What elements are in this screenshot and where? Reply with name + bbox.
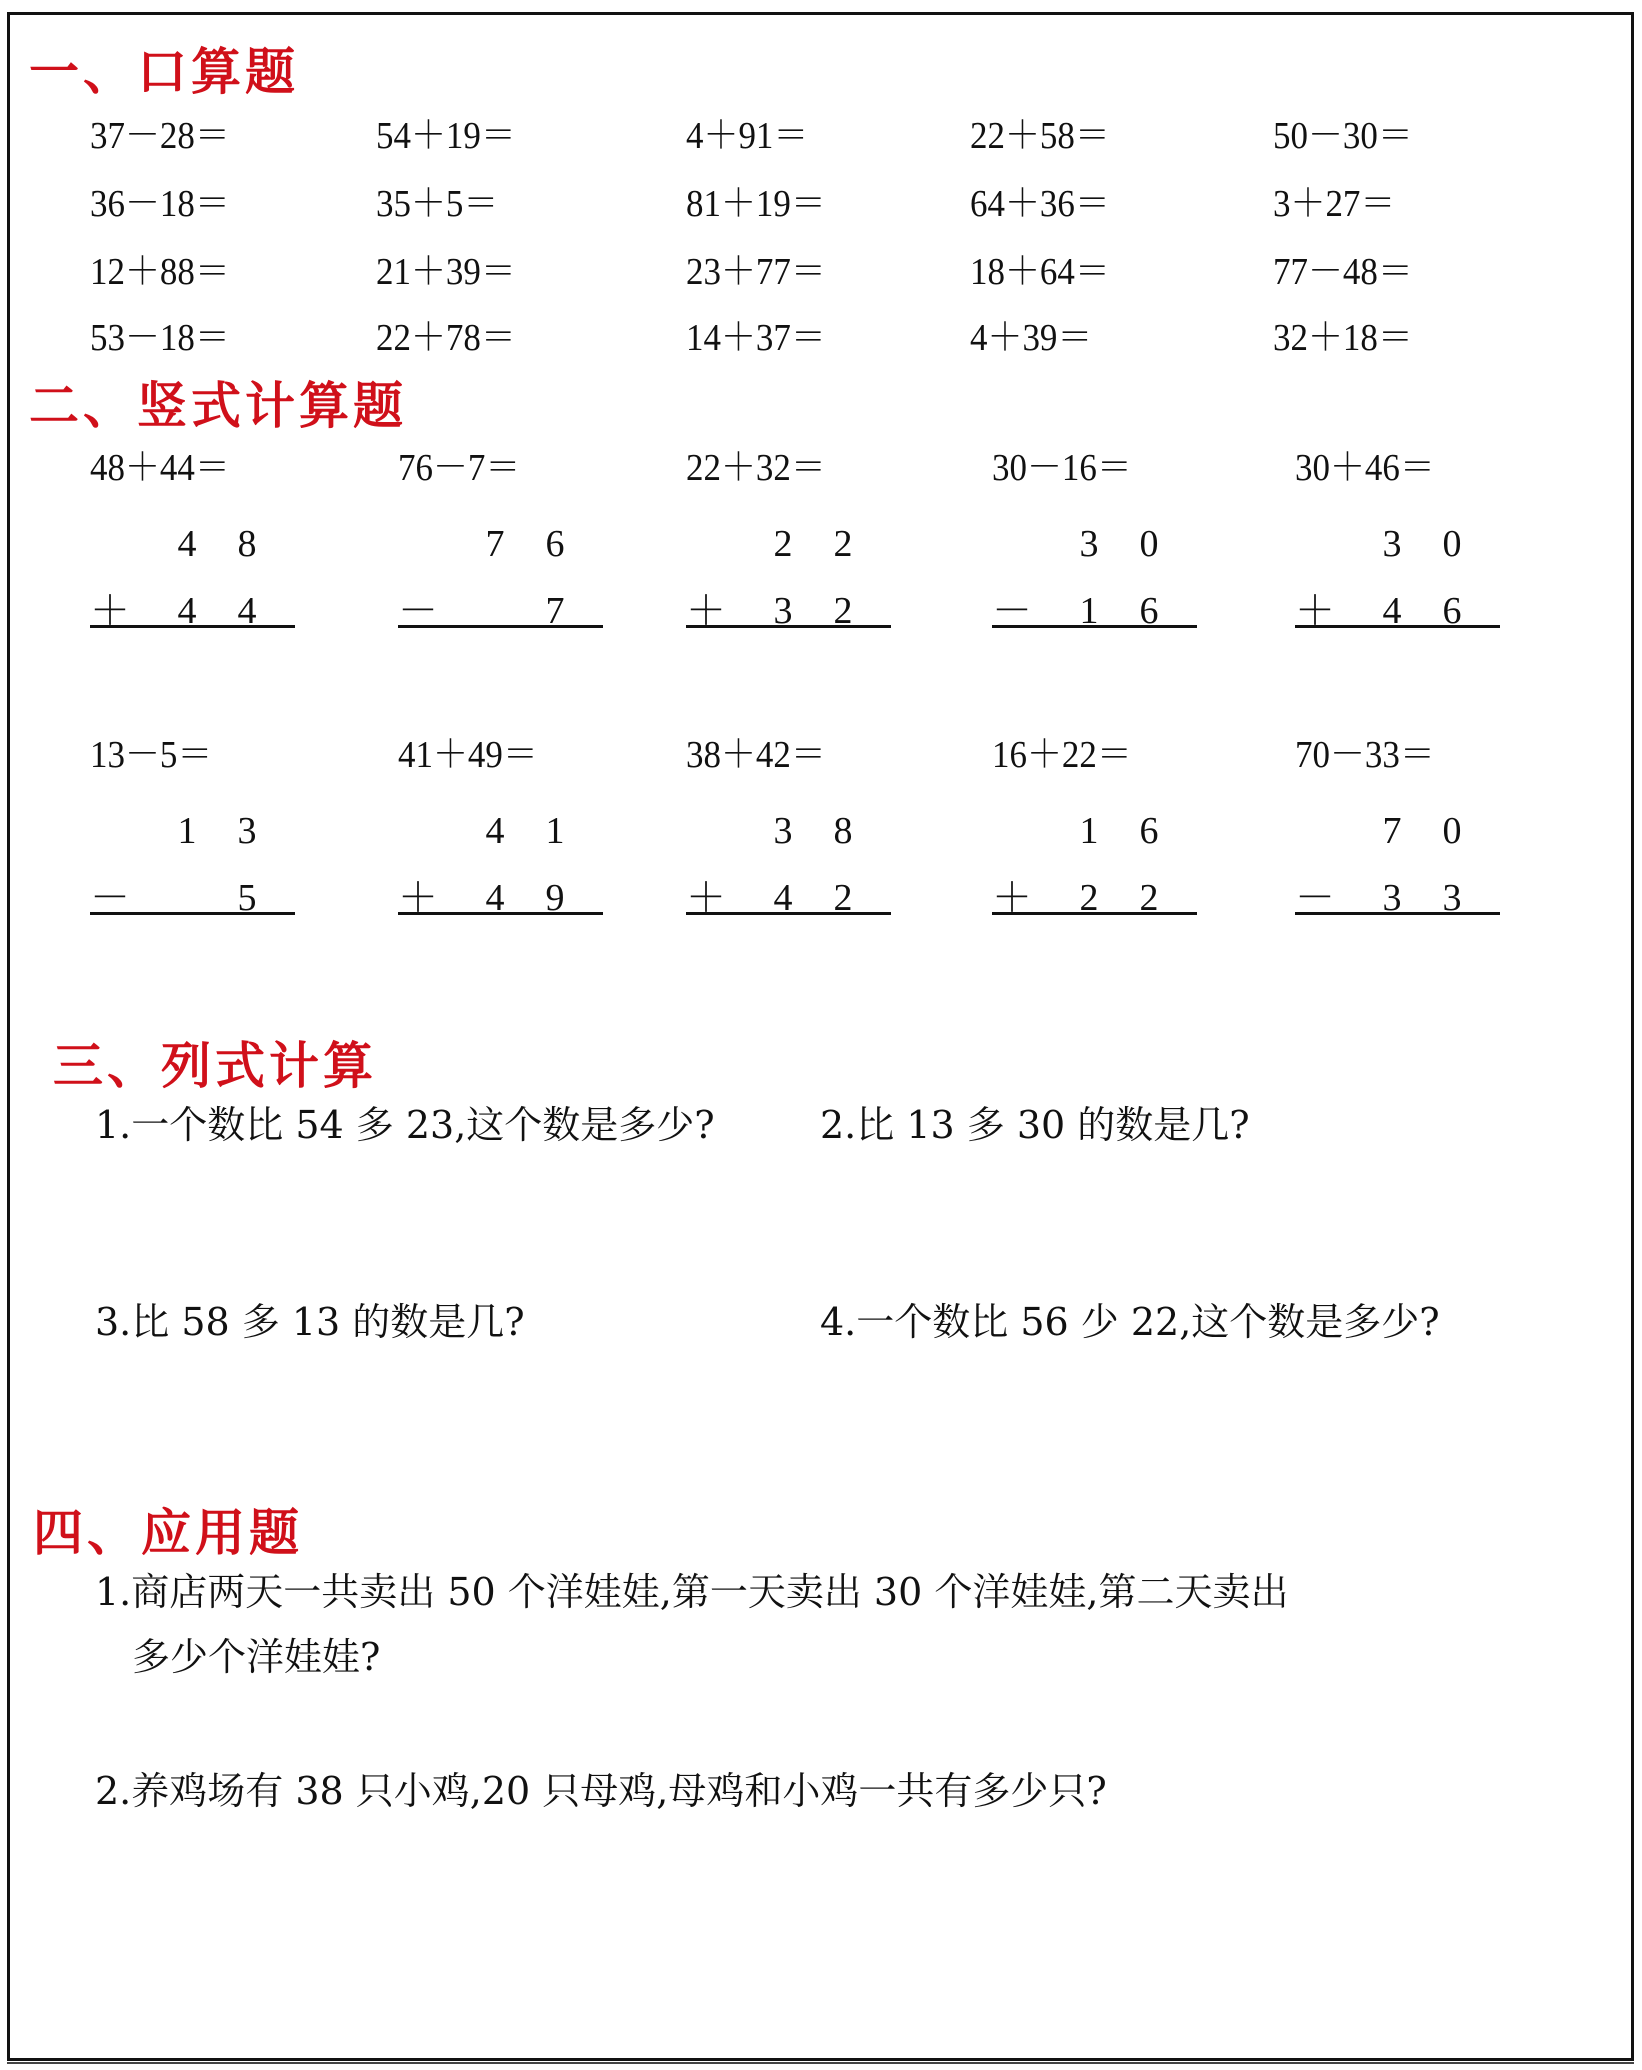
operator-sign: － bbox=[398, 588, 438, 633]
digit: 4 bbox=[177, 523, 197, 565]
vertical-top-operand bbox=[992, 522, 1202, 566]
digit: 6 bbox=[1139, 810, 1159, 852]
digit: 3 bbox=[1382, 523, 1402, 565]
oral-problem: 32＋18＝ bbox=[1273, 317, 1413, 359]
digit: 7 bbox=[485, 523, 505, 565]
vertical-problem-expression: 38＋42＝ bbox=[686, 734, 826, 776]
vertical-problem-expression: 13－5＝ bbox=[90, 734, 213, 776]
digit: 4 bbox=[485, 877, 505, 919]
vertical-top-operand bbox=[992, 809, 1202, 853]
digit: 6 bbox=[545, 523, 565, 565]
operator-sign: ＋ bbox=[686, 875, 726, 920]
digit: 3 bbox=[1079, 523, 1099, 565]
oral-problem: 81＋19＝ bbox=[686, 183, 826, 225]
oral-problem: 21＋39＝ bbox=[376, 251, 516, 293]
section-title-vertical: 二、竖式计算题 bbox=[29, 376, 407, 435]
applied-question-1-line-1: 1.商店两天一共卖出 50 个洋娃娃,第一天卖出 30 个洋娃娃,第二天卖出 bbox=[95, 1570, 1289, 1614]
digit: 2 bbox=[833, 877, 853, 919]
answer-line bbox=[1295, 912, 1500, 915]
digit: 0 bbox=[1442, 523, 1462, 565]
section-title-written: 三、列式计算 bbox=[53, 1036, 377, 1095]
oral-problem: 77－48＝ bbox=[1273, 251, 1413, 293]
vertical-problem-expression: 41＋49＝ bbox=[398, 734, 538, 776]
vertical-top-operand bbox=[686, 809, 896, 853]
section-title-oral: 一、口算题 bbox=[29, 42, 299, 101]
vertical-problem bbox=[398, 733, 608, 933]
vertical-problem bbox=[1295, 733, 1505, 933]
digit: 4 bbox=[485, 810, 505, 852]
written-question-1: 1.一个数比 54 多 23,这个数是多少? bbox=[95, 1103, 715, 1147]
section-title-applied: 四、应用题 bbox=[33, 1503, 303, 1562]
digit: 4 bbox=[237, 590, 257, 632]
oral-problem: 35＋5＝ bbox=[376, 183, 499, 225]
oral-problem: 50－30＝ bbox=[1273, 115, 1413, 157]
operator-sign: － bbox=[1295, 875, 1335, 920]
vertical-problem-expression: 48＋44＝ bbox=[90, 447, 230, 489]
vertical-problem-expression: 30－16＝ bbox=[992, 447, 1132, 489]
vertical-problem-expression: 76－7＝ bbox=[398, 447, 521, 489]
vertical-problem-expression: 70－33＝ bbox=[1295, 734, 1435, 776]
digit: 8 bbox=[833, 810, 853, 852]
digit: 8 bbox=[237, 523, 257, 565]
written-question-4: 4.一个数比 56 少 22,这个数是多少? bbox=[820, 1300, 1440, 1344]
oral-problem: 37－28＝ bbox=[90, 115, 230, 157]
applied-question-1-line-2: 多少个洋娃娃? bbox=[132, 1635, 381, 1679]
vertical-top-operand bbox=[90, 522, 300, 566]
answer-line bbox=[686, 912, 891, 915]
vertical-top-operand bbox=[398, 809, 608, 853]
digit: 6 bbox=[1139, 590, 1159, 632]
oral-problem: 22＋58＝ bbox=[970, 115, 1110, 157]
vertical-problem bbox=[90, 733, 300, 933]
digit: 4 bbox=[177, 590, 197, 632]
digit: 3 bbox=[773, 810, 793, 852]
oral-problem: 36－18＝ bbox=[90, 183, 230, 225]
vertical-top-operand bbox=[398, 522, 608, 566]
vertical-problem-expression: 30＋46＝ bbox=[1295, 447, 1435, 489]
digit: 3 bbox=[1442, 877, 1462, 919]
page-frame-bottom-rule bbox=[7, 2058, 1634, 2064]
vertical-problem-expression: 16＋22＝ bbox=[992, 734, 1132, 776]
oral-problem: 64＋36＝ bbox=[970, 183, 1110, 225]
oral-problem: 22＋78＝ bbox=[376, 317, 516, 359]
vertical-problem bbox=[992, 446, 1202, 646]
oral-problem: 54＋19＝ bbox=[376, 115, 516, 157]
operator-sign: － bbox=[90, 875, 130, 920]
vertical-top-operand bbox=[686, 522, 896, 566]
answer-line bbox=[90, 912, 295, 915]
digit: 5 bbox=[237, 877, 257, 919]
digit: 2 bbox=[773, 523, 793, 565]
vertical-top-operand bbox=[90, 809, 300, 853]
written-question-3: 3.比 58 多 13 的数是几? bbox=[95, 1300, 525, 1344]
digit: 3 bbox=[1382, 877, 1402, 919]
operator-sign: ＋ bbox=[1295, 588, 1335, 633]
vertical-problem bbox=[992, 733, 1202, 933]
operator-sign: ＋ bbox=[992, 875, 1032, 920]
vertical-problem bbox=[398, 446, 608, 646]
vertical-problem bbox=[686, 446, 896, 646]
oral-problem: 14＋37＝ bbox=[686, 317, 826, 359]
vertical-problem-expression: 22＋32＝ bbox=[686, 447, 826, 489]
operator-sign: ＋ bbox=[90, 588, 130, 633]
operator-sign: ＋ bbox=[686, 588, 726, 633]
oral-problem: 23＋77＝ bbox=[686, 251, 826, 293]
digit: 1 bbox=[177, 810, 197, 852]
digit: 2 bbox=[833, 523, 853, 565]
answer-line bbox=[90, 625, 295, 628]
answer-line bbox=[398, 912, 603, 915]
answer-line bbox=[992, 912, 1197, 915]
written-question-2: 2.比 13 多 30 的数是几? bbox=[820, 1103, 1250, 1147]
oral-problem: 53－18＝ bbox=[90, 317, 230, 359]
operator-sign: ＋ bbox=[398, 875, 438, 920]
digit: 7 bbox=[1382, 810, 1402, 852]
oral-problem: 18＋64＝ bbox=[970, 251, 1110, 293]
oral-problem: 4＋91＝ bbox=[686, 115, 809, 157]
applied-question-2: 2.养鸡场有 38 只小鸡,20 只母鸡,母鸡和小鸡一共有多少只? bbox=[95, 1769, 1107, 1813]
vertical-problem bbox=[1295, 446, 1505, 646]
digit: 9 bbox=[545, 877, 565, 919]
oral-problem: 12＋88＝ bbox=[90, 251, 230, 293]
digit: 2 bbox=[1079, 877, 1099, 919]
vertical-problem bbox=[90, 446, 300, 646]
digit: 3 bbox=[237, 810, 257, 852]
answer-line bbox=[992, 625, 1197, 628]
digit: 1 bbox=[545, 810, 565, 852]
vertical-problem bbox=[686, 733, 896, 933]
digit: 4 bbox=[1382, 590, 1402, 632]
oral-problem: 4＋39＝ bbox=[970, 317, 1093, 359]
digit: 1 bbox=[1079, 590, 1099, 632]
answer-line bbox=[398, 625, 603, 628]
vertical-top-operand bbox=[1295, 522, 1505, 566]
oral-problem: 3＋27＝ bbox=[1273, 183, 1396, 225]
operator-sign: － bbox=[992, 588, 1032, 633]
digit: 0 bbox=[1139, 523, 1159, 565]
digit: 2 bbox=[1139, 877, 1159, 919]
digit: 2 bbox=[833, 590, 853, 632]
vertical-top-operand bbox=[1295, 809, 1505, 853]
digit: 7 bbox=[545, 590, 565, 632]
digit: 6 bbox=[1442, 590, 1462, 632]
answer-line bbox=[686, 625, 891, 628]
answer-line bbox=[1295, 625, 1500, 628]
digit: 3 bbox=[773, 590, 793, 632]
digit: 1 bbox=[1079, 810, 1099, 852]
digit: 4 bbox=[773, 877, 793, 919]
digit: 0 bbox=[1442, 810, 1462, 852]
